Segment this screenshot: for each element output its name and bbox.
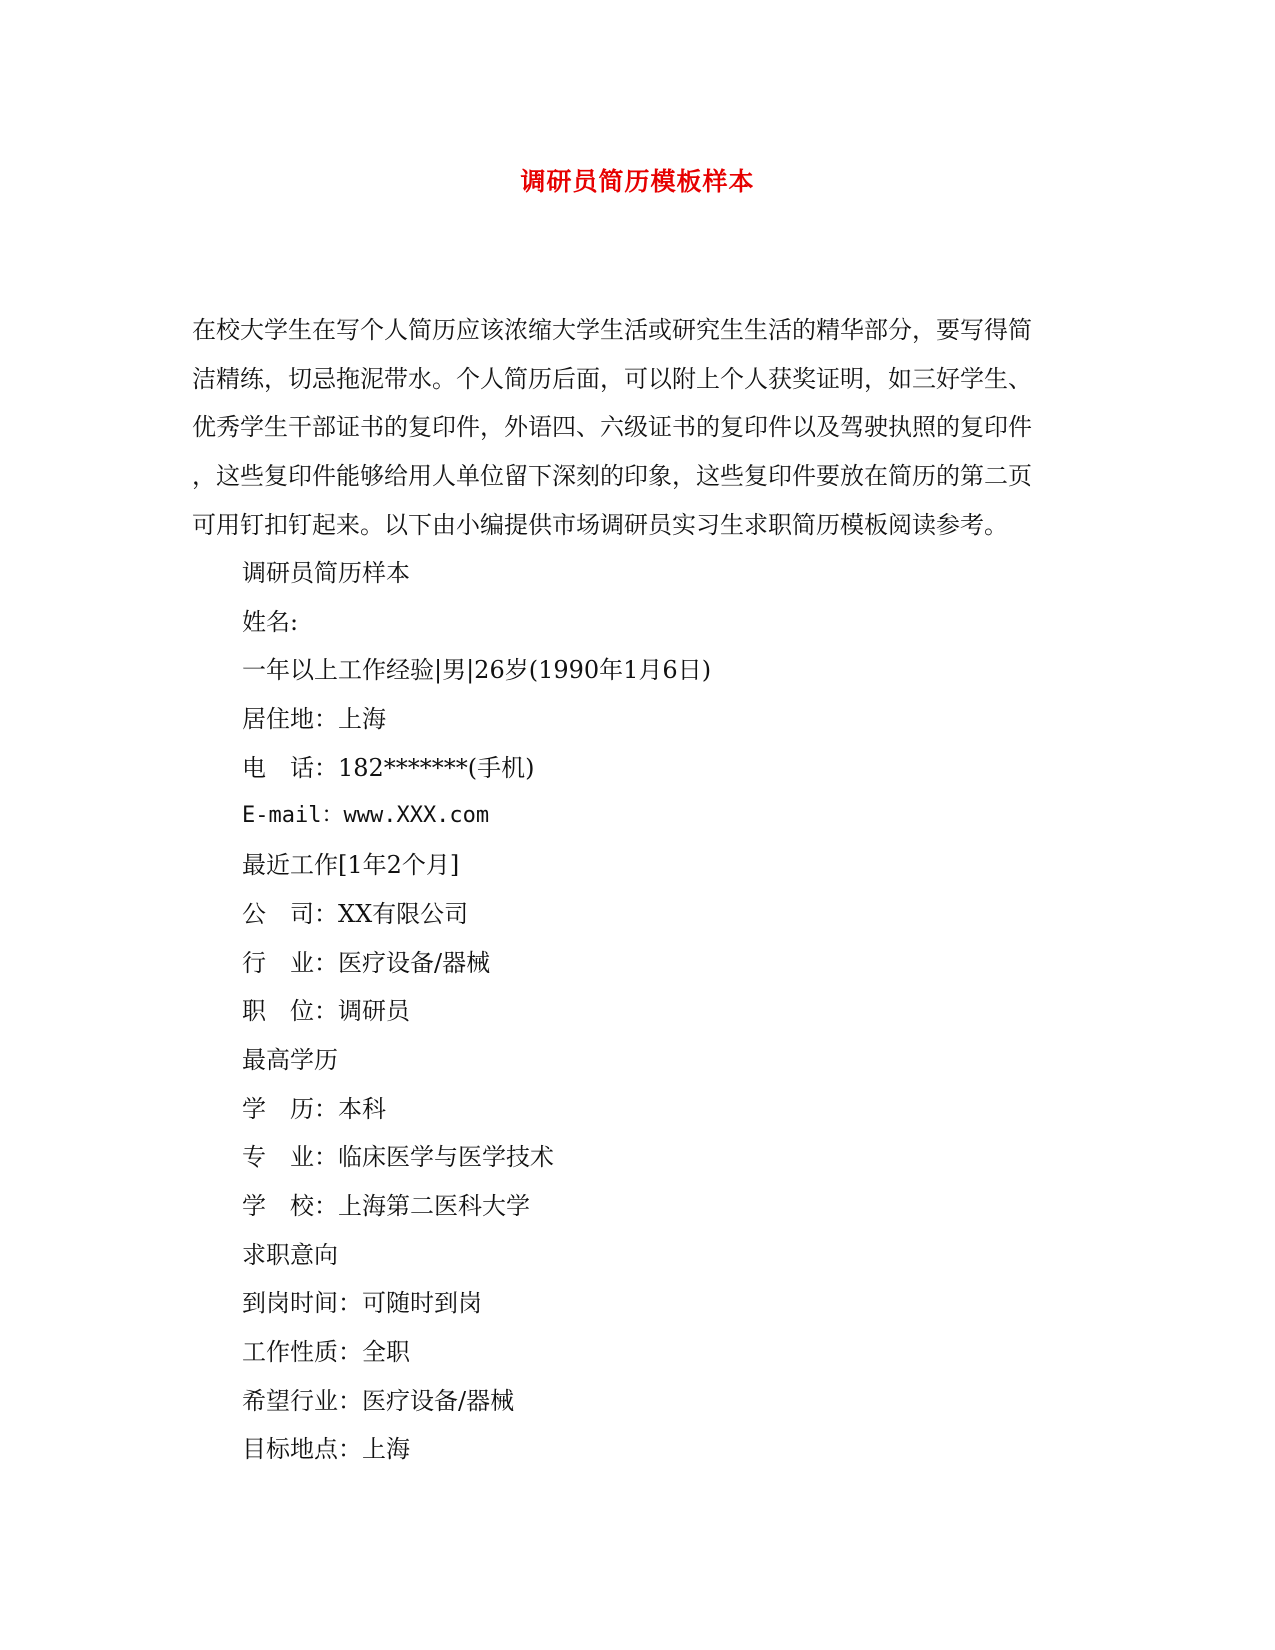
phone-field: 电 话：182*******(手机) — [242, 753, 535, 782]
intro-line: 在校大学生在写个人简历应该浓缩大学生活或研究生生活的精华部分，要写得简 — [192, 316, 1032, 344]
intro-line: 可用钉扣钉起来。以下由小编提供市场调研员实习生求职简历模板阅读参考。 — [192, 510, 1008, 539]
email-field: E-mail：www.XXX.com — [242, 803, 490, 829]
summary-field: 一年以上工作经验|男|26岁(1990年1月6日) — [242, 656, 712, 685]
company-field: 公 司：XX有限公司 — [242, 899, 469, 928]
school-field: 学 校：上海第二医科大学 — [242, 1191, 530, 1220]
intention-heading: 求职意向 — [242, 1240, 338, 1269]
availability-field: 到岗时间：可随时到岗 — [242, 1289, 482, 1318]
document-title: 调研员简历模板样本 — [520, 167, 755, 196]
intro-line: 洁精练，切忌拖泥带水。个人简历后面，可以附上个人获奖证明，如三好学生、 — [192, 364, 1032, 393]
intro-paragraph — [192, 306, 1082, 549]
resume-heading: 调研员简历样本 — [242, 559, 410, 587]
name-field: 姓名: — [242, 607, 299, 636]
desired-industry-field: 希望行业：医疗设备/器械 — [242, 1386, 515, 1415]
resume-sample — [242, 549, 1062, 1474]
intro-line: ，这些复印件能够给用人单位留下深刻的印象，这些复印件要放在简历的第二页 — [192, 462, 1032, 491]
intro-line: 优秀学生干部证书的复印件，外语四、六级证书的复印件以及驾驶执照的复印件 — [192, 413, 1032, 442]
major-field: 专 业：临床医学与医学技术 — [242, 1143, 554, 1172]
degree-field: 学 历：本科 — [242, 1094, 386, 1123]
job-type-field: 工作性质：全职 — [242, 1338, 410, 1366]
residence-field: 居住地：上海 — [242, 705, 386, 734]
position-field: 职 位：调研员 — [242, 997, 410, 1026]
recent-work-heading: 最近工作[1年2个月] — [242, 851, 460, 880]
target-location-field: 目标地点：上海 — [242, 1435, 410, 1464]
education-heading: 最高学历 — [242, 1045, 338, 1074]
industry-field: 行 业：医疗设备/器械 — [242, 948, 491, 977]
